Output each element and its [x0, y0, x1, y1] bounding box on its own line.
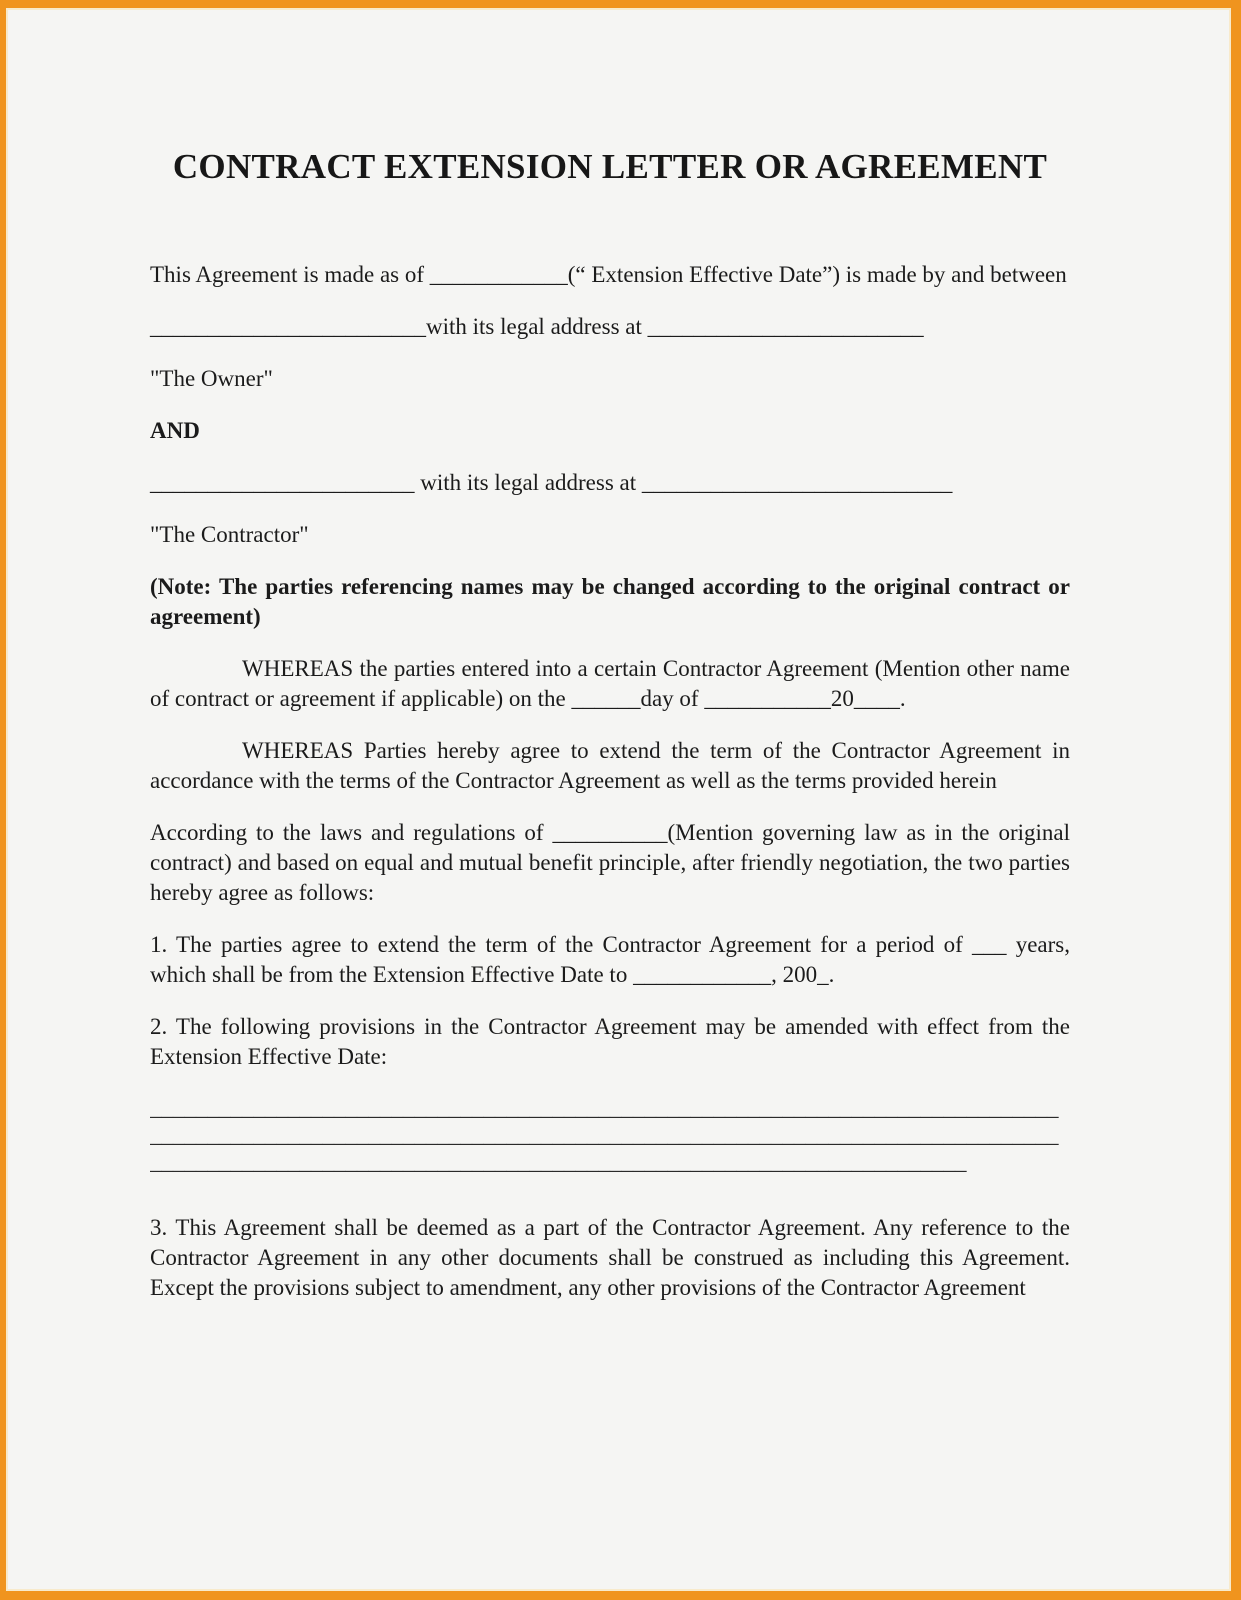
- document-page: [8, 10, 1229, 1589]
- document-title: CONTRACT EXTENSION LETTER OR AGREEMENT: [172, 147, 1048, 186]
- note-paragraph: (Note: The parties referencing names may be changed according to the original contract or agreement): [150, 574, 1070, 629]
- clause-2-paragraph: 2. The following provisions in the Contractor Agreement may be amended with effect from the Extension Effective Date:: [150, 1014, 1070, 1069]
- and-label: AND: [150, 418, 200, 443]
- amendment-blank-lines: [150, 1094, 1070, 1175]
- contractor-label: "The Contractor": [150, 522, 309, 547]
- contractor-blank-line: _______________________ with its legal address at ___________________________: [150, 470, 953, 495]
- clause-3-paragraph: 3. This Agreement shall be deemed as a part of the Contractor Agreement. Any reference to the Contractor Agreement in any other documents shall be construed as including this Agreement. Except the provisions subject to amendment, any other provisions of the Contractor Agreement: [150, 1215, 1070, 1300]
- owner-blank-line: ________________________with its legal address at ________________________: [150, 314, 924, 339]
- amendment-blank-line-1: _______________________________________________________________________________: [150, 1095, 1059, 1120]
- whereas-recital-2: WHEREAS Parties hereby agree to extend the term of the Contractor Agreement in accordance with the terms of the Contractor Agreement as well as the terms provided herein: [150, 738, 1070, 793]
- amendment-blank-line-2: _______________________________________________________________________________: [150, 1122, 1059, 1147]
- whereas-recital-1: WHEREAS the parties entered into a certain Contractor Agreement (Mention other name of contract or agreement if applicable) on the ______day of ___________20____.: [150, 656, 1070, 711]
- intro-paragraph: This Agreement is made as of ____________(“ Extension Effective Date”) is made by and between: [150, 262, 1067, 287]
- clause-1-paragraph: 1. The parties agree to extend the term of the Contractor Agreement for a period of ___ years, which shall be from the Extension Effective Date to ____________, 200_.: [150, 932, 1070, 987]
- owner-label: "The Owner": [150, 366, 273, 391]
- governing-law-paragraph: According to the laws and regulations of __________(Mention governing law as in the original contract) and based on equal and mutual benefit principle, after friendly negotiation, the two parties hereby agree as follows:: [150, 820, 1070, 905]
- amendment-blank-line-3: _______________________________________________________________________: [150, 1149, 967, 1174]
